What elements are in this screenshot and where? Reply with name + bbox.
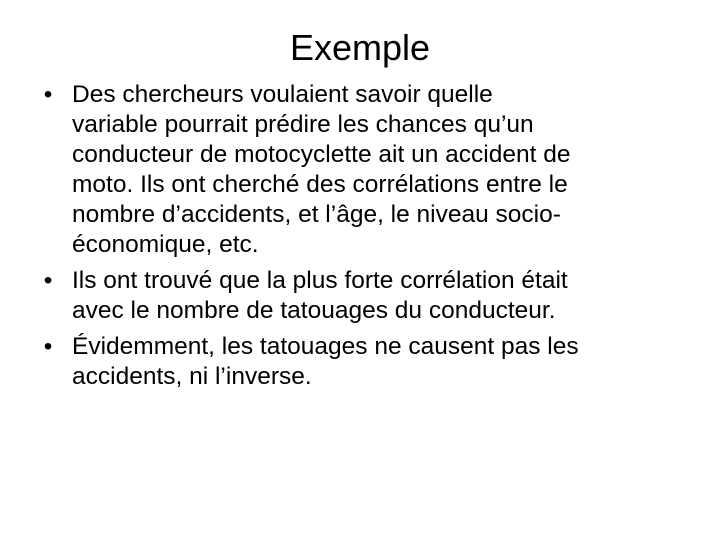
bullet-1-line-4: moto. Ils ont cherché des corrélations entre le [72, 171, 568, 198]
bullet-icon: • [43, 333, 53, 360]
bullet-1-line-6: économique, etc. [72, 231, 259, 258]
bullet-list [36, 80, 686, 398]
bullet-2-line-2: avec le nombre de tatouages du conducteur. [72, 297, 556, 324]
bullet-item-2 [36, 266, 686, 326]
bullet-3-line-1: Évidemment, les tatouages ne causent pas les [72, 333, 579, 360]
bullet-1-line-2: variable pourrait prédire les chances qu’un [72, 111, 534, 138]
bullet-1-line-3: conducteur de motocyclette ait un accident de [72, 141, 571, 168]
bullet-item-3 [36, 332, 686, 392]
bullet-1-line-5: nombre d’accidents, et l’âge, le niveau socio- [72, 201, 561, 228]
bullet-2-line-1: Ils ont trouvé que la plus forte corrélation était [72, 267, 568, 294]
bullet-item-1 [36, 80, 686, 260]
bullet-3-line-2: accidents, ni l’inverse. [72, 363, 312, 390]
bullet-icon: • [43, 81, 53, 108]
bullet-icon: • [43, 267, 53, 294]
slide-title: Exemple [289, 27, 431, 68]
bullet-1-line-1: Des chercheurs voulaient savoir quelle [72, 81, 493, 108]
